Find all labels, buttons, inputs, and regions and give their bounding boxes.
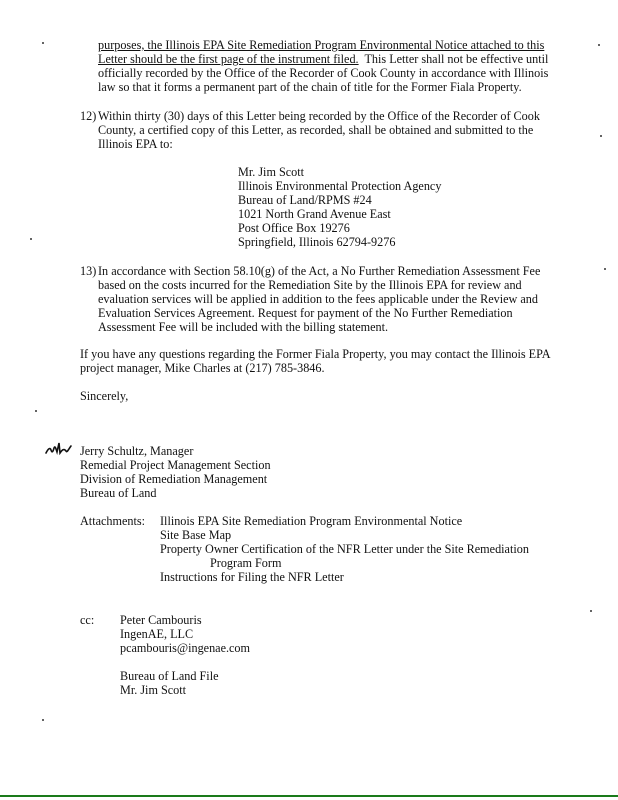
- item-13-line-2: based on the costs incurred for the Remediation Site by the Illinois EPA for review and: [98, 278, 522, 292]
- scan-speck: [590, 610, 592, 612]
- cc-additional-recipient: Mr. Jim Scott: [120, 683, 187, 697]
- item-13-line-5: Assessment Fee will be included with the billing statement.: [98, 320, 389, 334]
- signatory-bureau: Bureau of Land: [80, 486, 157, 500]
- scan-speck: [42, 719, 44, 721]
- address-line-3: Bureau of Land/RPMS #24: [238, 193, 372, 207]
- para-top-line-4: law so that it forms a permanent part of the chain of title for the Former Fiala Property.: [98, 80, 522, 94]
- attachments-label: Attachments:: [80, 514, 145, 528]
- notice-underlined-text-2: Letter should be the first page of the instrument filed.: [98, 52, 359, 66]
- cc-label: cc:: [80, 613, 95, 627]
- item-13-number: 13): [80, 264, 97, 278]
- notice-underlined-text-1: purposes, the Illinois EPA Site Remediation Program Environmental Notice attached to this: [98, 38, 545, 52]
- scan-speck: [30, 238, 32, 240]
- attachment-item-1: Illinois EPA Site Remediation Program Environmental Notice: [160, 514, 463, 528]
- cc-recipient-name: Peter Cambouris: [120, 613, 202, 627]
- signatory-division: Division of Remediation Management: [80, 472, 268, 486]
- address-line-2: Illinois Environmental Protection Agency: [238, 179, 442, 193]
- scan-speck: [604, 268, 606, 270]
- bottom-scan-rule: [0, 795, 618, 797]
- para-top-line-2: [98, 52, 548, 66]
- para-top-line-1: [98, 38, 544, 52]
- item-13-line-4: Evaluation Services Agreement. Request for payment of the No Further Remediation: [98, 306, 513, 320]
- attachment-item-4: Instructions for Filing the NFR Letter: [160, 570, 344, 584]
- attachment-item-3: Property Owner Certification of the NFR Letter under the Site Remediation: [160, 542, 529, 556]
- scan-speck: [598, 44, 600, 46]
- item-13-line-3: evaluation services will be applied in addition to the fees applicable under the Review and: [98, 292, 538, 306]
- address-line-5: Post Office Box 19276: [238, 221, 350, 235]
- attachment-item-3-cont: Program Form: [210, 556, 282, 570]
- scan-speck: [35, 410, 37, 412]
- handwritten-initials-icon: [44, 438, 74, 460]
- cc-file: Bureau of Land File: [120, 669, 219, 683]
- attachment-item-2: Site Base Map: [160, 528, 232, 542]
- address-line-4: 1021 North Grand Avenue East: [238, 207, 391, 221]
- scan-speck: [600, 135, 602, 137]
- item-13-line-1: In accordance with Section 58.10(g) of the Act, a No Further Remediation Assessment Fee: [98, 264, 541, 278]
- questions-line-1: If you have any questions regarding the Former Fiala Property, you may contact the Illinois EPA: [80, 347, 551, 361]
- item-12-number: 12): [80, 109, 97, 123]
- signatory-section: Remedial Project Management Section: [80, 458, 271, 472]
- questions-line-2: project manager, Mike Charles at (217) 785-3846.: [80, 361, 325, 375]
- scan-speck: [42, 42, 44, 44]
- item-12-line-2: County, a certified copy of this Letter, as recorded, shall be obtained and submitted to the: [98, 123, 534, 137]
- address-line-1: Mr. Jim Scott: [238, 165, 305, 179]
- cc-recipient-company: IngenAE, LLC: [120, 627, 194, 641]
- item-12-line-3: Illinois EPA to:: [98, 137, 173, 151]
- para-top-line-3: officially recorded by the Office of the Recorder of Cook County in accordance with Illinois: [98, 66, 549, 80]
- para-top-line-2-rest: This Letter shall not be effective until: [358, 52, 549, 66]
- cc-recipient-email: pcambouris@ingenae.com: [120, 641, 251, 655]
- item-12-line-1: Within thirty (30) days of this Letter being recorded by the Office of the Recorder of Cook: [98, 109, 540, 123]
- closing-salutation: Sincerely,: [80, 389, 129, 403]
- address-line-6: Springfield, Illinois 62794-9276: [238, 235, 396, 249]
- signatory-name: Jerry Schultz, Manager: [80, 444, 194, 458]
